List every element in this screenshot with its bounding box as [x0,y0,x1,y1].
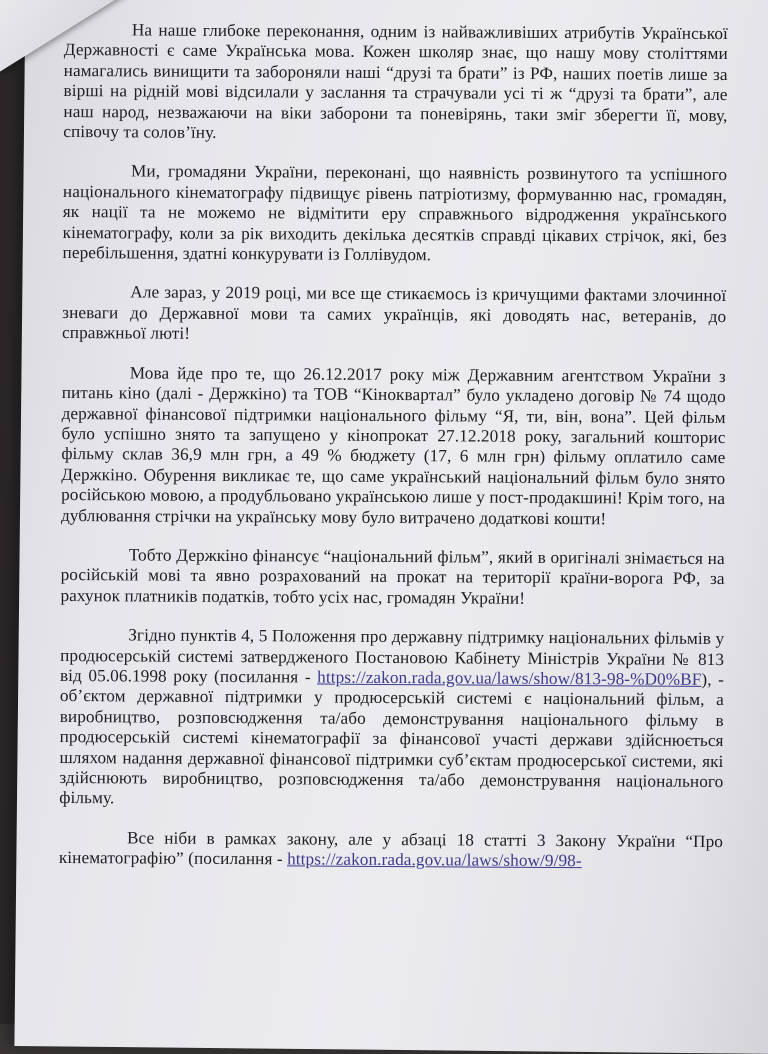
regulation-813-link[interactable]: https://zakon.rada.gov.ua/laws/show/813-98-%D0%BF [317,667,702,689]
paragraph-regulation-813 [59,625,724,813]
paragraph-cinematography-law [59,828,723,873]
paragraph-2019-contempt: Але зараз, у 2019 році, ми все ще стикаємось із кричущими фактами злочинної зневаги до Державної мови та самих українців, які доводять нас, ветеранів, до справжньої люті! [62,282,727,344]
paragraph-derzhkino-financing: Тобто Держкіно фінансує “національний фільм”, який в оригіналі знімається на російській мові та явно розрахований на прокат на території країни-ворога РФ, за рахунок платників податків, тобто усіх нас, громадян України! [60,545,725,608]
paragraph-ukrainian-language: На наше глибоке переконання, одним із найважливіших атрибутів Української Державності є саме Українська мова. Кожен школяр знає, що нашу мову століттями намагались винищити та забороняли наші “друзі та брати” із РФ, наших поетів лише за вірші на рідній мові відсилали у заслання та страчували усі ті ж “друзі та брати”, але наш народ, незважаючи на віки заборони та поневірянь, таки зміг зберегти її, мову, співочу та солов’їну. [63,20,728,142]
paragraph-national-cinema: Ми, громадяни України, переконані, що наявність розвинутого та успішного національного кінематографу підвищує рівень патріотизму, формуванню нас, громадян, як нації та не можемо не відмітити еру справжнього відродження українського кінематографу, коли за рік виходить декілька десятків справді цікавих стрічок, які, без перебільшення, здатні конкурувати із Голлівудом. [62,161,728,265]
paragraph-regulation-813-text-end: ), - об’єктом державної підтримки у продюсерській системі є національний фільм, а виробництво, розповсюдження та/або демонстрування національного фільму в продюсерській системі кінематографії за фінансової участі держави здійснюється шляхом надання державної фінансової підтримки суб’єктам продюсерської системи, які здійснюють виробництво, розповсюдження та/або демонстрування національного фільму. [59,669,725,808]
document-body [59,20,728,873]
paragraph-regulation-813-text-start: Згідно пунктів 4, 5 Положення про державну підтримку національних фільмів у продюсерській системі затвердженого Постановою Кабінету Міністрів України № 813 від 05.06.1998 року (посилання - [59,625,725,687]
cinematography-law-link[interactable]: https://zakon.rada.gov.ua/laws/show/9/98- [287,849,582,871]
paragraph-cinematography-law-text: Все ніби в рамках закону, але у абзаці 18 статті 3 Закону України “Про кінематографію” (посилання - [58,828,724,869]
paragraph-film-contract: Мова йде про те, що 26.12.2017 року між Державним агентством України з питань кіно (далі - Держкіно) та ТОВ “Кіноквартал” було укладено договір № 74 щодо державної фінансової підтримки національного фільму “Я, ти, він, вона”. Цей фільм було успішно знято та запущено у кінопрокат 27.12.2018 року, загальний кошторис фільму склав 36,9 млн грн, а 49 % бюджету (17, 6 млн грн) фільму оплатило саме Держкіно. Обурення викликає те, що саме український національний фільм було знято російською мовою, а продубльовано українською лише у пост-продакшині! Крім того, на дублювання стрічки на українську мову було витрачено додаткові кошти! [60,363,726,528]
